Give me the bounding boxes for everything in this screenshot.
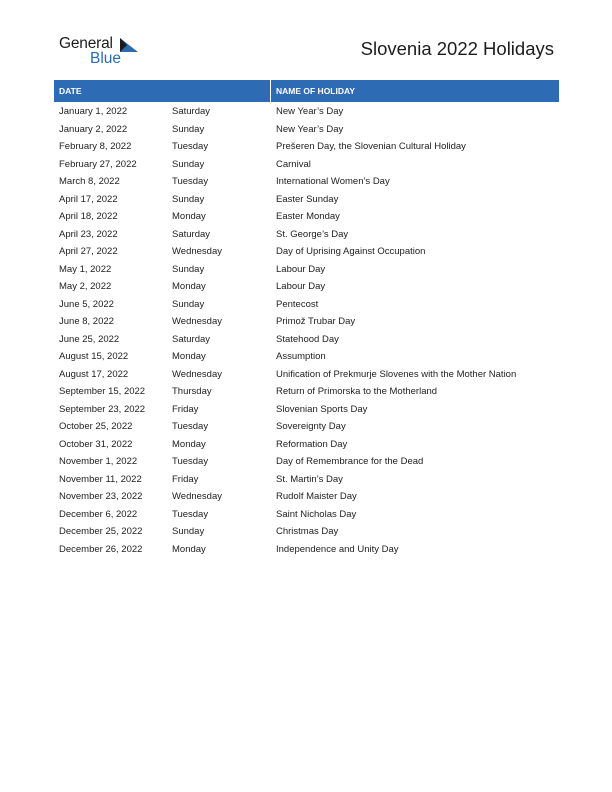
header-date: DATE bbox=[59, 86, 82, 96]
holiday-name-cell: Day of Remembrance for the Dead bbox=[276, 456, 424, 467]
weekday-cell: Sunday bbox=[172, 263, 205, 275]
holiday-date-cell: November 11, 2022 bbox=[59, 473, 142, 485]
blue-triangle-mark-icon bbox=[119, 37, 139, 53]
weekday-cell: Friday bbox=[172, 403, 199, 415]
table-row bbox=[54, 138, 559, 156]
holiday-date-cell: February 8, 2022 bbox=[59, 141, 132, 152]
table-row bbox=[54, 173, 559, 191]
holiday-name-cell: Slovenian Sports Day bbox=[276, 403, 368, 415]
table-row bbox=[54, 261, 559, 279]
weekday-cell: Wednesday bbox=[172, 491, 222, 502]
table-row bbox=[54, 121, 559, 139]
holiday-name-cell: New Year’s Day bbox=[276, 106, 344, 117]
weekday-cell: Monday bbox=[172, 281, 206, 292]
holiday-date-cell: March 8, 2022 bbox=[59, 176, 120, 187]
weekday-cell: Saturday bbox=[172, 106, 211, 117]
header-divider bbox=[270, 80, 271, 102]
weekday-cell: Sunday bbox=[172, 158, 205, 170]
weekday-cell: Wednesday bbox=[172, 246, 222, 257]
table-row bbox=[54, 208, 559, 226]
generalblue-logo bbox=[59, 35, 149, 69]
weekday-cell: Saturday bbox=[172, 228, 211, 240]
holiday-name-cell: Reformation Day bbox=[276, 438, 348, 450]
holiday-name-cell: Independence and Unity Day bbox=[276, 543, 399, 555]
weekday-cell: Sunday bbox=[172, 193, 205, 205]
holiday-name-cell: St. Martin’s Day bbox=[276, 473, 343, 485]
header-holiday-name: NAME OF HOLIDAY bbox=[276, 86, 356, 96]
holiday-date-cell: June 25, 2022 bbox=[59, 333, 120, 345]
holiday-name-cell: Pentecost bbox=[276, 298, 319, 310]
table-row bbox=[54, 471, 559, 489]
holiday-name-cell: Christmas Day bbox=[276, 526, 339, 537]
page-title: Slovenia 2022 Holidays bbox=[360, 38, 554, 59]
table-row bbox=[54, 488, 559, 506]
holiday-date-cell: June 8, 2022 bbox=[59, 316, 114, 327]
table-row bbox=[54, 366, 559, 384]
weekday-cell: Tuesday bbox=[172, 176, 209, 187]
holiday-date-cell: May 1, 2022 bbox=[59, 263, 112, 275]
holiday-name-cell: Day of Uprising Against Occupation bbox=[276, 246, 426, 257]
table-row bbox=[54, 436, 559, 454]
table-row bbox=[54, 296, 559, 314]
holiday-date-cell: January 1, 2022 bbox=[59, 106, 128, 117]
holiday-name-cell: Labour Day bbox=[276, 263, 326, 275]
holiday-date-cell: May 2, 2022 bbox=[59, 281, 112, 292]
holiday-date-cell: October 25, 2022 bbox=[59, 421, 133, 432]
weekday-cell: Monday bbox=[172, 211, 206, 222]
weekday-cell: Thursday bbox=[172, 386, 212, 397]
table-row bbox=[54, 243, 559, 261]
holiday-name-cell: St. George’s Day bbox=[276, 228, 349, 240]
holiday-name-cell: Statehood Day bbox=[276, 333, 339, 345]
weekday-cell: Friday bbox=[172, 473, 199, 485]
holiday-name-cell: Rudolf Maister Day bbox=[276, 491, 357, 502]
weekday-cell: Monday bbox=[172, 351, 206, 362]
table-row bbox=[54, 331, 559, 349]
holiday-date-cell: August 17, 2022 bbox=[59, 368, 129, 380]
table-row bbox=[54, 156, 559, 174]
table-row bbox=[54, 313, 559, 331]
holiday-name-cell: Assumption bbox=[276, 351, 326, 362]
table-row bbox=[54, 226, 559, 244]
holiday-date-cell: February 27, 2022 bbox=[59, 158, 137, 170]
holiday-date-cell: September 23, 2022 bbox=[59, 403, 146, 415]
table-row bbox=[54, 383, 559, 401]
holidays-table bbox=[54, 80, 559, 558]
table-row bbox=[54, 506, 559, 524]
weekday-cell: Monday bbox=[172, 438, 206, 450]
holiday-date-cell: August 15, 2022 bbox=[59, 351, 129, 362]
weekday-cell: Tuesday bbox=[172, 508, 209, 520]
weekday-cell: Wednesday bbox=[172, 316, 222, 327]
holiday-name-cell: Easter Monday bbox=[276, 211, 340, 222]
logo-word-general: General bbox=[59, 35, 113, 52]
table-row bbox=[54, 418, 559, 436]
holiday-name-cell: New Year’s Day bbox=[276, 123, 344, 135]
holiday-date-cell: September 15, 2022 bbox=[59, 386, 146, 397]
holiday-date-cell: April 23, 2022 bbox=[59, 228, 118, 240]
holiday-name-cell: Primož Trubar Day bbox=[276, 316, 356, 327]
table-row bbox=[54, 191, 559, 209]
holiday-name-cell: Carnival bbox=[276, 158, 311, 170]
weekday-cell: Wednesday bbox=[172, 368, 222, 380]
table-header bbox=[54, 80, 559, 102]
table-row bbox=[54, 453, 559, 471]
weekday-cell: Sunday bbox=[172, 298, 205, 310]
table-row bbox=[54, 348, 559, 366]
holiday-name-cell: Labour Day bbox=[276, 281, 326, 292]
holiday-date-cell: April 18, 2022 bbox=[59, 211, 118, 222]
holiday-name-cell: Saint Nicholas Day bbox=[276, 508, 357, 520]
logo-word-blue: Blue bbox=[90, 50, 122, 67]
holiday-name-cell: International Women’s Day bbox=[276, 176, 390, 187]
holiday-name-cell: Prešeren Day, the Slovenian Cultural Holiday bbox=[276, 141, 466, 152]
holiday-date-cell: November 1, 2022 bbox=[59, 456, 138, 467]
table-row bbox=[54, 523, 559, 541]
holiday-date-cell: November 23, 2022 bbox=[59, 491, 143, 502]
holiday-date-cell: April 17, 2022 bbox=[59, 193, 118, 205]
holiday-date-cell: June 5, 2022 bbox=[59, 298, 114, 310]
weekday-cell: Monday bbox=[172, 543, 206, 555]
table-row bbox=[54, 278, 559, 296]
holiday-name-cell: Return of Primorska to the Motherland bbox=[276, 386, 438, 397]
holiday-date-cell: January 2, 2022 bbox=[59, 123, 128, 135]
holiday-date-cell: December 26, 2022 bbox=[59, 543, 143, 555]
holiday-date-cell: October 31, 2022 bbox=[59, 438, 133, 450]
table-row bbox=[54, 401, 559, 419]
table-body bbox=[54, 103, 559, 558]
table-row bbox=[54, 541, 559, 559]
table-row bbox=[54, 103, 559, 121]
weekday-cell: Sunday bbox=[172, 123, 205, 135]
holiday-name-cell: Sovereignty Day bbox=[276, 421, 346, 432]
holiday-date-cell: December 6, 2022 bbox=[59, 508, 138, 520]
holiday-date-cell: April 27, 2022 bbox=[59, 246, 118, 257]
weekday-cell: Tuesday bbox=[172, 141, 209, 152]
holiday-name-cell: Easter Sunday bbox=[276, 193, 339, 205]
holiday-name-cell: Unification of Prekmurje Slovenes with the Mother Nation bbox=[276, 368, 517, 380]
weekday-cell: Tuesday bbox=[172, 421, 209, 432]
weekday-cell: Sunday bbox=[172, 526, 205, 537]
weekday-cell: Saturday bbox=[172, 333, 211, 345]
holiday-date-cell: December 25, 2022 bbox=[59, 526, 143, 537]
weekday-cell: Tuesday bbox=[172, 456, 209, 467]
